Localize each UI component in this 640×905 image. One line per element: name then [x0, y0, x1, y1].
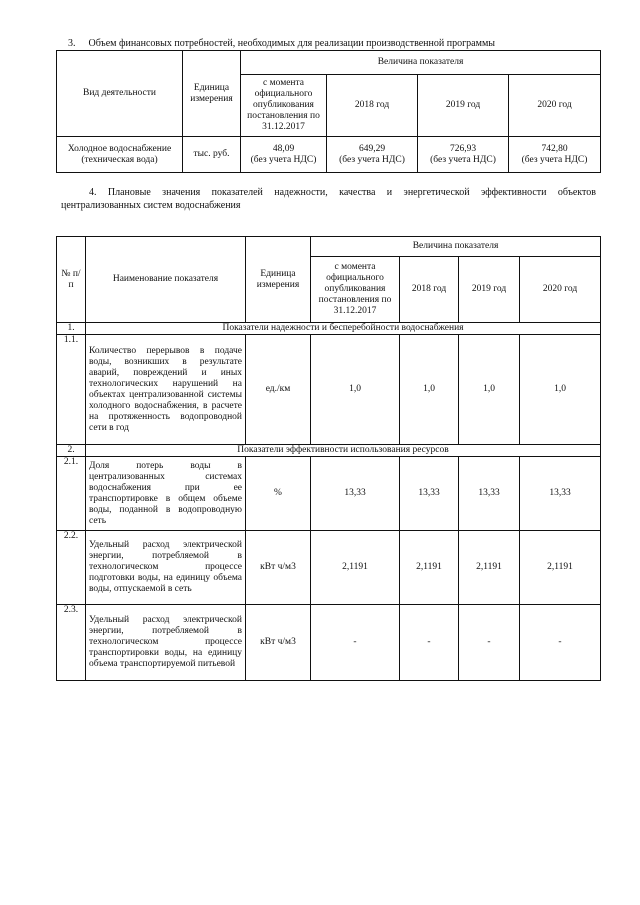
section-3-number: 3. [68, 38, 76, 49]
section-4-text: Плановые значения показателей надежности, качества и энергетической эффективности объектов централизованных систем водоснабжения [61, 187, 596, 211]
header-period-since: с момента официального опубликования постановления по 31.12.2017 [241, 75, 327, 137]
row-number: 2.2. [57, 531, 86, 605]
value-amount: 726,93 [449, 143, 477, 154]
table-row [57, 605, 601, 681]
value-cell [509, 137, 601, 173]
header-2018: 2018 год [400, 257, 459, 323]
header-2020: 2020 год [520, 257, 601, 323]
unit-cell: ед./км [246, 335, 311, 445]
section-4-number: 4. [89, 187, 97, 198]
value-cell: 13,33 [520, 457, 601, 531]
section-3-heading [68, 38, 608, 50]
header-name: Наименование показателя [86, 237, 246, 323]
value-cell: 13,33 [311, 457, 400, 531]
value-note: (без учета НДС) [250, 154, 317, 165]
financial-needs-table [56, 50, 601, 173]
value-cell: 2,1191 [459, 531, 520, 605]
value-amount: 48,09 [272, 143, 295, 154]
value-cell: - [459, 605, 520, 681]
table-row [57, 137, 601, 173]
header-2019: 2019 год [418, 75, 509, 137]
indicators-table [56, 236, 601, 681]
section-row [57, 323, 601, 335]
value-cell: - [400, 605, 459, 681]
indicator-name: Удельный расход электрической энергии, потребляемой в технологическом процессе транспортировки воды, на единицу объема транспортируемой питьевой [86, 605, 246, 681]
activity-cell: Холодное водоснабжение (техническая вода) [57, 137, 183, 173]
unit-cell: кВт ч/м3 [246, 531, 311, 605]
header-num: № п/п [57, 237, 86, 323]
value-cell: 1,0 [311, 335, 400, 445]
row-number: 1.1. [57, 335, 86, 445]
value-cell: 2,1191 [400, 531, 459, 605]
section-number: 1. [57, 323, 86, 335]
table-row [57, 335, 601, 445]
header-2019: 2019 год [459, 257, 520, 323]
header-value-group: Величина показателя [241, 51, 601, 75]
unit-cell: тыс. руб. [183, 137, 241, 173]
value-cell [327, 137, 418, 173]
indicator-name: Удельный расход электрической энергии, потребляемой в технологическом процессе подготовки воды, на единицу объема воды, отпускаемой в сеть [86, 531, 246, 605]
value-cell: - [520, 605, 601, 681]
unit-cell: кВт ч/м3 [246, 605, 311, 681]
section-4-paragraph [61, 186, 596, 212]
value-note: (без учета НДС) [521, 154, 588, 165]
value-cell: 1,0 [400, 335, 459, 445]
indicator-name: Количество перерывов в подаче воды, возникших в результате аварий, повреждений и иных технологических нарушений на объектах централизованной системы холодного водоснабжения, в расчете на протяженность водопроводной сети в год [86, 335, 246, 445]
unit-cell: % [246, 457, 311, 531]
section-3-title: Объем финансовых потребностей, необходимых для реализации производственной программы [88, 38, 495, 49]
row-number: 2.1. [57, 457, 86, 531]
section-title: Показатели надежности и бесперебойности водоснабжения [86, 323, 601, 335]
header-period-since: с момента официального опубликования постановления по 31.12.2017 [311, 257, 400, 323]
value-cell: 1,0 [520, 335, 601, 445]
indicator-name: Доля потерь воды в централизованных системах водоснабжения при ее транспортировке в общем объеме воды, поданной в водопроводную сеть [86, 457, 246, 531]
header-unit: Единица измерения [246, 237, 311, 323]
value-cell: 2,1191 [520, 531, 601, 605]
section-title: Показатели эффективности использования ресурсов [86, 445, 601, 457]
value-note: (без учета НДС) [339, 154, 405, 165]
value-cell: 2,1191 [311, 531, 400, 605]
table-row [57, 457, 601, 531]
header-2020: 2020 год [509, 75, 601, 137]
table-row [57, 531, 601, 605]
section-number: 2. [57, 445, 86, 457]
value-cell [418, 137, 509, 173]
value-amount: 742,80 [541, 143, 568, 154]
value-note: (без учета НДС) [430, 154, 496, 165]
header-2018: 2018 год [327, 75, 418, 137]
header-value-group: Величина показателя [311, 237, 601, 257]
row-number: 2.3. [57, 605, 86, 681]
value-cell: 13,33 [459, 457, 520, 531]
header-unit: Единица измерения [183, 51, 241, 137]
value-cell [241, 137, 327, 173]
value-cell: 1,0 [459, 335, 520, 445]
value-cell: 13,33 [400, 457, 459, 531]
header-activity: Вид деятельности [57, 51, 183, 137]
value-cell: - [311, 605, 400, 681]
value-amount: 649,29 [358, 143, 386, 154]
section-row [57, 445, 601, 457]
